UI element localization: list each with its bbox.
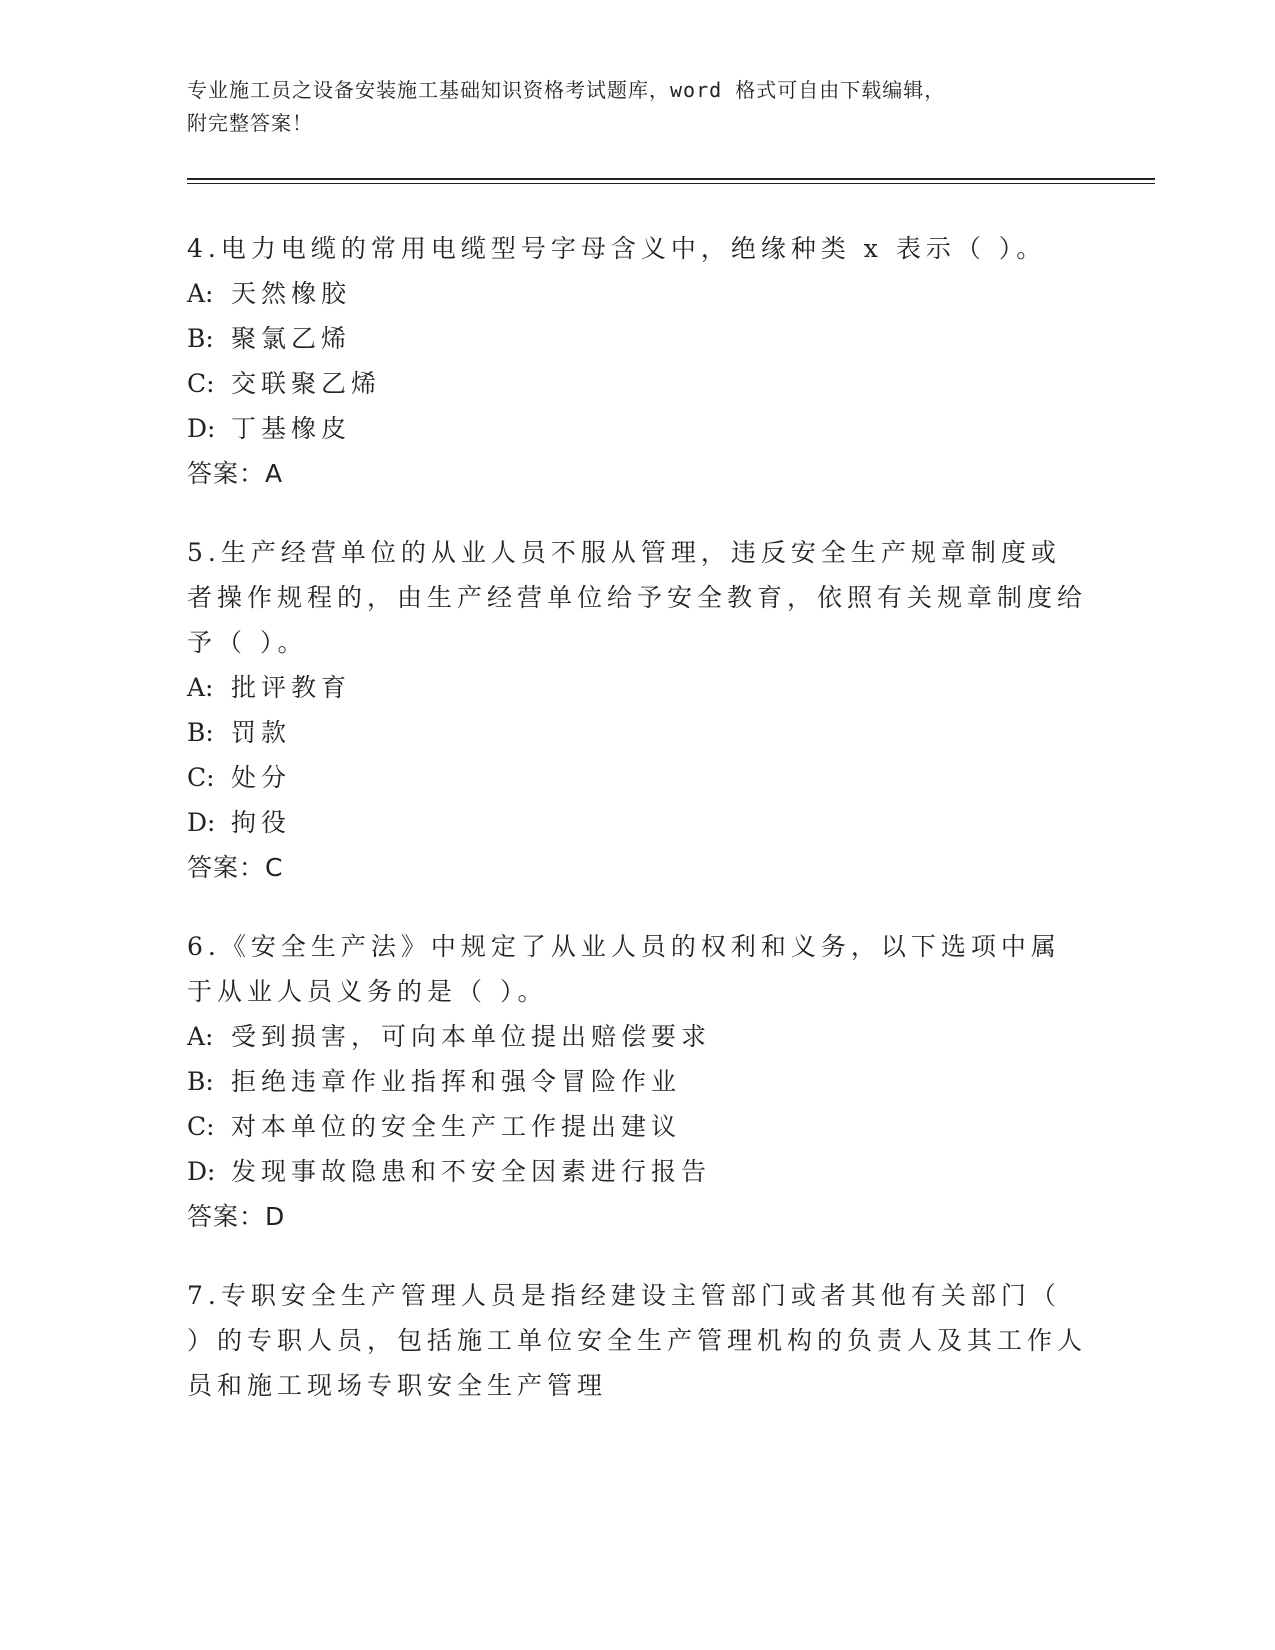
option-text: 批评教育	[231, 673, 352, 702]
question-stem: 6.《安全生产法》中规定了从业人员的权利和义务，以下选项中属于从业人员义务的是（ ）。	[187, 932, 1061, 1006]
option-key: B:	[187, 324, 214, 353]
option-text: 天然橡胶	[231, 279, 352, 308]
option-c	[187, 1104, 1087, 1149]
header-line-1: 专业施工员之设备安装施工基础知识资格考试题库，word 格式可自由下载编辑，	[187, 78, 946, 102]
option-key: B:	[187, 1067, 214, 1096]
option-a	[187, 271, 1087, 316]
question-5	[187, 530, 1087, 890]
option-text: 发现事故隐患和不安全因素进行报告	[231, 1157, 712, 1186]
option-b	[187, 710, 1087, 755]
option-text: 拒绝违章作业指挥和强令冒险作业	[231, 1067, 682, 1096]
option-d	[187, 406, 1087, 451]
answer-line: 答案：A	[187, 459, 284, 488]
option-d	[187, 1149, 1087, 1194]
option-key: D:	[187, 414, 216, 443]
option-a	[187, 1014, 1087, 1059]
header-divider	[187, 178, 1155, 180]
option-text: 处分	[231, 763, 292, 792]
question-7	[187, 1273, 1087, 1408]
question-list	[187, 226, 1087, 1442]
question-stem: 7.专职安全生产管理人员是指经建设主管部门或者其他有关部门（ ）的专职人员，包括施工单位安全生产管理机构的负责人及其工作人员和施工现场专职安全生产管理	[187, 1281, 1088, 1400]
option-text: 交联聚乙烯	[231, 369, 382, 398]
option-key: D:	[187, 1157, 216, 1186]
option-d	[187, 800, 1087, 845]
option-key: A:	[187, 1022, 214, 1051]
answer-line: 答案：D	[187, 1202, 286, 1231]
option-key: A:	[187, 673, 214, 702]
option-key: C:	[187, 763, 215, 792]
option-key: C:	[187, 1112, 215, 1141]
question-6	[187, 924, 1087, 1239]
option-key: D:	[187, 808, 216, 837]
option-key: C:	[187, 369, 215, 398]
option-b	[187, 1059, 1087, 1104]
option-c	[187, 361, 1087, 406]
option-text: 罚款	[231, 718, 292, 747]
option-key: B:	[187, 718, 214, 747]
header-line-2: 附完整答案！	[187, 111, 313, 135]
option-text: 拘役	[231, 808, 292, 837]
answer-line: 答案：C	[187, 853, 284, 882]
question-stem: 4.电力电缆的常用电缆型号字母含义中，绝缘种类 x 表示（ ）。	[187, 234, 1047, 263]
document-header	[187, 74, 1147, 140]
option-key: A:	[187, 279, 214, 308]
question-stem: 5.生产经营单位的从业人员不服从管理，违反安全生产规章制度或者操作规程的，由生产经营单位给予安全教育，依照有关规章制度给予（ ）。	[187, 538, 1088, 657]
header-divider-thin	[187, 183, 1155, 184]
option-text: 丁基橡皮	[231, 414, 352, 443]
option-b	[187, 316, 1087, 361]
option-text: 聚氯乙烯	[231, 324, 352, 353]
option-a	[187, 665, 1087, 710]
option-text: 受到损害，可向本单位提出赔偿要求	[231, 1022, 712, 1051]
question-4	[187, 226, 1087, 496]
option-text: 对本单位的安全生产工作提出建议	[231, 1112, 682, 1141]
option-c	[187, 755, 1087, 800]
